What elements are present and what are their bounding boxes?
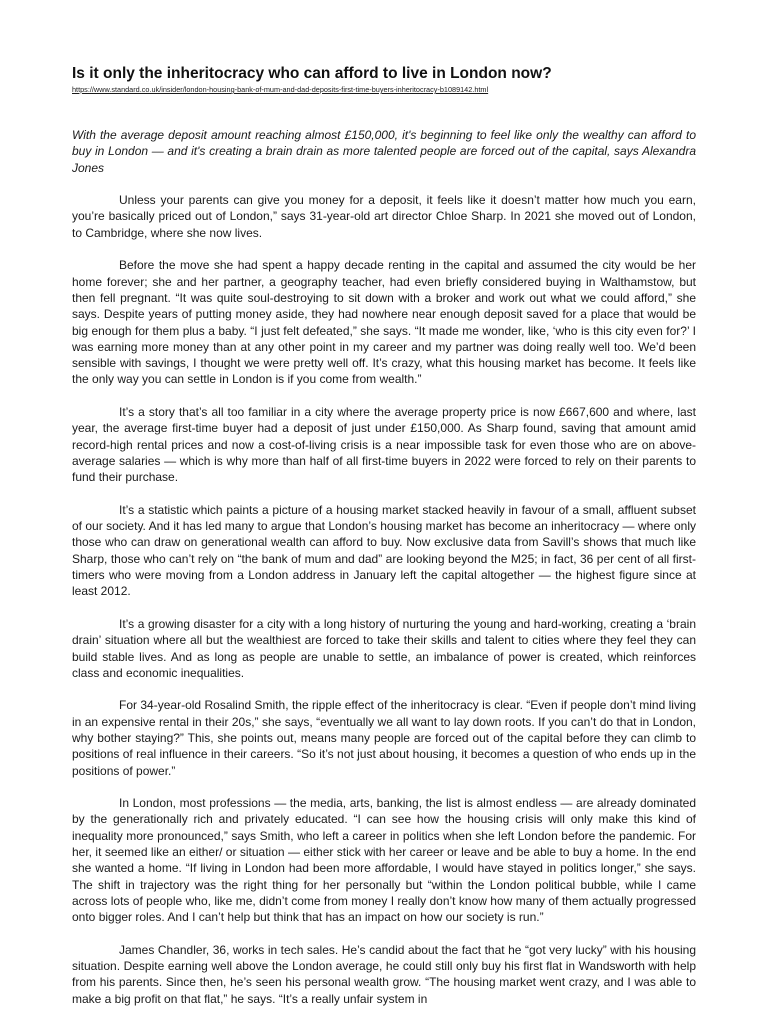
paragraph-4: It’s a statistic which paints a picture of a housing market stacked heavily in favour of a small, affluent subset of our society. And it has led many to argue that London’s housing market has become an inheritocracy — where only those who can draw on generational wealth can afford to buy. Now exclusive data from Savill’s shows that much like Sharp, those who can’t rely on “the bank of mum and dad” are looking beyond the M25; in fact, 36 per cent of all first-timers who were moving from a London address in January left the capital altogether — the highest figure since at least 2012. (72, 502, 696, 599)
paragraph-2: Before the move she had spent a happy decade renting in the capital and assumed the city would be her home forever; she and her partner, a geography teacher, had even briefly considered buying in Walthamstow, but then fell pregnant. “It was quite soul-destroying to sit down with a broker and work out what we could afford,” she says. Despite years of putting money aside, they had nowhere near enough deposit saved for a place that would be big enough for them plus a baby. “I just felt defeated,” she says. “It made me wonder, like, ‘who is this city even for?’ I was earning more money than at any other point in my career and my partner was doing really well too. We’d been sensible with savings, I thought we were pretty well off. It’s crazy, what this housing market has become. It feels like the only way you can settle in London is if you come from wealth.” (72, 258, 696, 387)
article-url-link[interactable]: https://www.standard.co.uk/insider/london-housing-bank-of-mum-and-dad-deposits-first-time-buyers-inheritocracy-b1089142.html (72, 85, 489, 94)
paragraph-8: James Chandler, 36, works in tech sales. He’s candid about the fact that he “got very lucky” with his housing situation. Despite earning well above the London average, he could still only buy his first flat in Wandsworth with help from his parents. Since then, he’s seen his personal wealth grow. “The housing market went crazy, and I was able to make a big profit on that flat,” he says. “It’s a really unfair system in (72, 942, 696, 1006)
paragraph-3: It’s a story that’s all too familiar in a city where the average property price is now £667,600 and where, last year, the average first-time buyer had a deposit of just under £150,000. As Sharp found, saving that amount amid record-high rental prices and now a cost-of-living crisis is a near impossible task for even those who are on above-average salaries — which is why more than half of all first-time buyers in 2022 were forced to rely on their parents to fund their purchase. (72, 405, 696, 485)
article-standfirst: With the average deposit amount reaching almost £150,000, it's beginning to feel like only the wealthy can afford to buy in London — and it's creating a brain drain as more talented people are forced out of the capital, says Alexandra Jones (72, 128, 696, 175)
paragraph-6: For 34-year-old Rosalind Smith, the ripple effect of the inheritocracy is clear. “Even if people don’t mind living in an expensive rental in their 20s,” she says, “eventually we all want to lay down roots. If you can’t do that in London, why bother staying?” This, she points out, means many people are forced out of the capital before they can climb to positions of real influence in their careers. “So it’s not just about housing, it becomes a question of who ends up in the positions of power.” (72, 698, 696, 778)
paragraph-1: Unless your parents can give you money for a deposit, it feels like it doesn’t matter how much you earn, you’re basically priced out of London,” says 31-year-old art director Chloe Sharp. In 2021 she moved out of London, to Cambridge, where she now lives. (72, 193, 696, 240)
article-title: Is it only the inheritocracy who can afford to live in London now? (72, 65, 552, 82)
document-page (72, 64, 696, 1007)
paragraph-5: It’s a growing disaster for a city with a long history of nurturing the young and hard-working, creating a ‘brain drain’ situation where all but the wealthiest are forced to take their skills and talent to cities where they feel they can build stable lives. And as long as people are unable to settle, an imbalance of power is created, which reinforces class and economic inequalities. (72, 616, 696, 680)
paragraph-7: In London, most professions — the media, arts, banking, the list is almost endless — are already dominated by the generationally rich and privately educated. “I can see how the housing crisis will only make this kind of inequality more pronounced,” says Smith, who left a career in politics when she left London before the pandemic. For her, it seemed like an either/ or situation — either stick with her career or leave and be able to buy a home. In the end she wanted a home. “If living in London had been more affordable, I would have stayed in politics longer,” she says. The shift in trajectory was the right thing for her personally but “within the London political bubble, while I came across lots of people who, like me, didn’t come from money I really don’t know how many of them actually progressed onto bigger roles. And I can’t help but think that has an impact on how our society is run.” (72, 796, 696, 925)
